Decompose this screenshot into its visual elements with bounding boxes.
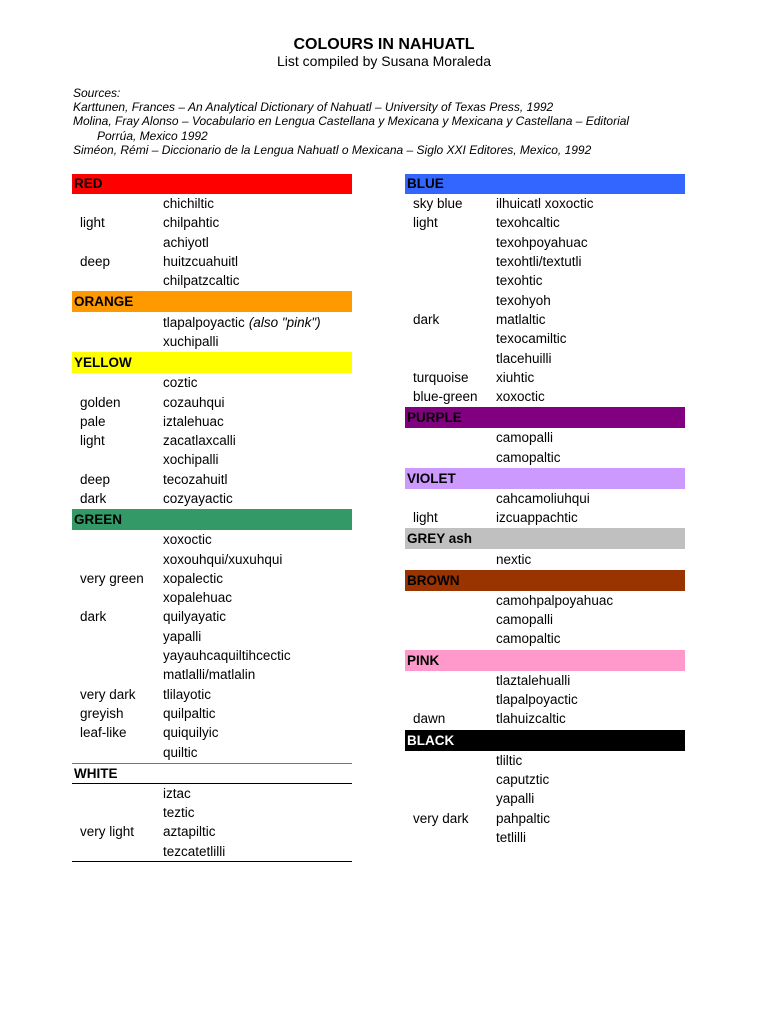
color-header-grey-ash: GREY ash [405,529,685,549]
nahuatl-term: texocamiltic [496,331,567,347]
color-section-brown [405,571,685,651]
color-header-white: WHITE [72,764,352,784]
color-header-blue: BLUE [405,174,685,194]
term-row [72,332,352,351]
source-karttunen: Karttunen, Frances – An Analytical Dictionary of Nahuatl – University of Texas Press, 1992 [73,100,554,115]
qualifier: dark [80,609,107,625]
term-row [72,312,352,331]
term-row [405,629,685,648]
term-row [72,742,352,761]
term-row [405,690,685,709]
nahuatl-term: coztic [163,375,198,391]
color-section-red [72,174,352,292]
nahuatl-term: texohpoyahuac [496,234,588,250]
term-row [72,549,352,568]
nahuatl-term: yapalli [496,791,535,807]
nahuatl-term: camopaltic [496,631,561,647]
nahuatl-term: tlapalpoyactic [163,314,245,330]
term-row [405,252,685,271]
nahuatl-term: yapalli [163,628,202,644]
nahuatl-term: cozyayactic [163,491,233,506]
qualifier: leaf-like [80,725,127,741]
color-section-white [72,764,352,862]
nahuatl-term: iztac [163,785,191,801]
nahuatl-term: camopalli [496,612,554,628]
term-row [72,194,352,213]
term-row [405,448,685,467]
nahuatl-term: xoxouhqui/xuxuhqui [163,551,283,567]
nahuatl-term: quiltic [163,744,198,760]
source-simeon: Siméon, Rémi – Diccionario de la Lengua Nahuatl o Mexicana – Siglo XXI Editores, Mexico, 1992 [73,142,592,157]
nahuatl-term: xoxoctic [163,532,212,548]
nahuatl-term: xiuhtic [496,369,535,385]
qualifier: very dark [413,810,469,826]
term-row [72,588,352,607]
nahuatl-term: cozauhqui [163,394,225,410]
term-row [405,789,685,808]
color-section-green [72,510,352,764]
color-header-green: GREEN [72,510,352,530]
nahuatl-term: tlapalpoyactic [496,692,578,708]
qualifier: blue-green [413,389,478,405]
term-row [72,450,352,469]
nahuatl-term: iztalehuac [163,413,224,429]
term-row [72,803,352,822]
term-row [405,808,685,827]
color-header-violet: VIOLET [405,469,685,489]
source-molina: Molina, Fray Alonso – Vocabulario en Lengua Castellana y Mexicana y Mexicana y Castellana – Editorial [73,114,630,129]
nahuatl-term: tlahuizcaltic [496,711,566,727]
term-row [405,368,685,387]
source-molina-continued: Porrúa, Mexico 1992 [97,128,208,143]
nahuatl-term: xochipalli [163,452,219,468]
term-row [72,373,352,392]
term-row [72,627,352,646]
sources-label: Sources: [73,86,121,100]
term-row [72,489,352,508]
term-row [405,310,685,329]
term-row [72,842,352,861]
color-header-purple: PURPLE [405,408,685,428]
color-header-orange: ORANGE [72,292,352,312]
nahuatl-term: texohcaltic [496,215,560,231]
term-row [405,770,685,789]
nahuatl-term: matlaltic [496,311,546,327]
nahuatl-term: quilyayatic [163,609,227,625]
nahuatl-term: quiquilyic [163,725,219,741]
term-note: (also "pink") [248,314,321,330]
nahuatl-term: xoxoctic [496,389,545,405]
nahuatl-term: chilpahtic [163,215,220,231]
term-row [405,348,685,367]
nahuatl-term: tecozahuitl [163,471,228,487]
nahuatl-term: chichiltic [163,196,215,212]
term-row [405,428,685,447]
nahuatl-term: zacatlaxcalli [163,433,236,449]
term-row [405,610,685,629]
page-subtitle: List compiled by Susana Moraleda [276,53,491,69]
qualifier: turquoise [413,369,469,385]
nahuatl-term: izcuappachtic [496,510,578,526]
qualifier: golden [80,394,121,410]
term-row [405,213,685,232]
term-row [405,751,685,770]
color-section-black [405,731,685,847]
term-row [72,252,352,271]
color-section-purple [405,408,685,469]
nahuatl-term: tetlilli [496,829,527,845]
nahuatl-term: tlacehuilli [496,350,552,366]
term-row [405,194,685,213]
nahuatl-term: tezcatetlilli [163,843,226,859]
term-row [72,431,352,450]
term-row [72,607,352,626]
term-row [72,412,352,431]
term-row [72,704,352,723]
color-header-red: RED [72,174,352,194]
color-section-violet [405,469,685,530]
term-row [405,290,685,309]
color-section-orange [72,292,352,353]
qualifier: deep [80,254,111,270]
nahuatl-term: tlaztalehualli [496,672,571,688]
nahuatl-term: quilpaltic [163,705,216,721]
term-row [72,271,352,290]
term-row [405,271,685,290]
color-header-yellow: YELLOW [72,353,352,373]
left-column [72,174,352,862]
term-row [72,822,352,841]
qualifier: greyish [80,705,124,721]
color-section-blue [405,174,685,408]
qualifier: light [413,510,438,526]
sources-block [73,86,713,157]
color-section-grey-ash [405,529,685,570]
qualifier: light [80,433,105,449]
nahuatl-term: tliltic [496,752,523,768]
term-row [72,784,352,803]
term-row [405,233,685,252]
nahuatl-term: nextic [496,551,532,567]
term-row [405,549,685,568]
term-row [405,387,685,406]
qualifier: very light [80,824,135,840]
term-row [405,329,685,348]
term-row [405,709,685,728]
nahuatl-term: xuchipalli [163,333,219,349]
color-section-yellow [72,353,352,510]
nahuatl-term: teztic [163,805,195,821]
term-row [405,489,685,508]
nahuatl-term: texohyoh [496,292,551,308]
qualifier: light [413,215,438,231]
nahuatl-term: cahcamoliuhqui [496,491,590,506]
nahuatl-term: huitzcuahuitl [163,254,239,270]
qualifier: very green [80,570,144,586]
nahuatl-term: chilpatzcaltic [163,273,240,289]
term-row [72,685,352,704]
term-row [405,828,685,847]
term-row [72,233,352,252]
term-row [405,591,685,610]
qualifier: dark [80,491,107,506]
nahuatl-term: camopaltic [496,449,561,465]
term-row [72,470,352,489]
nahuatl-term: camopalli [496,430,554,446]
qualifier: dawn [413,711,446,727]
nahuatl-term: achiyotl [163,234,209,250]
nahuatl-term: xopalectic [163,570,224,586]
nahuatl-term: xopalehuac [163,590,233,606]
term-row [72,392,352,411]
color-section-pink [405,651,685,731]
nahuatl-term: yayauhcaquiltihcectic [163,648,291,664]
color-header-black: BLACK [405,731,685,751]
qualifier: pale [80,413,106,429]
right-column [405,174,685,847]
qualifier: light [80,215,105,231]
nahuatl-term: texohtli/textutli [496,254,582,270]
term-row [72,723,352,742]
term-row [405,671,685,690]
page-title: COLOURS IN NAHUATL [293,36,475,53]
nahuatl-term: caputztic [496,771,550,787]
qualifier: deep [80,471,111,487]
nahuatl-term: matlalli/matlalin [163,667,256,683]
nahuatl-term: ilhuicatl xoxoctic [496,196,594,212]
term-row [72,646,352,665]
term-row [72,213,352,232]
qualifier: dark [413,311,440,327]
term-row [72,530,352,549]
qualifier: sky blue [413,196,463,212]
color-header-brown: BROWN [405,571,685,591]
qualifier: very dark [80,686,136,702]
nahuatl-term: texohtic [496,273,543,289]
color-header-pink: PINK [405,651,685,671]
nahuatl-term: aztapiltic [163,824,216,840]
nahuatl-term: tlilayotic [163,686,212,702]
term-row [72,569,352,588]
term-row [405,508,685,527]
nahuatl-term: camohpalpoyahuac [496,592,614,608]
term-row [72,665,352,684]
nahuatl-term: pahpaltic [496,810,551,826]
